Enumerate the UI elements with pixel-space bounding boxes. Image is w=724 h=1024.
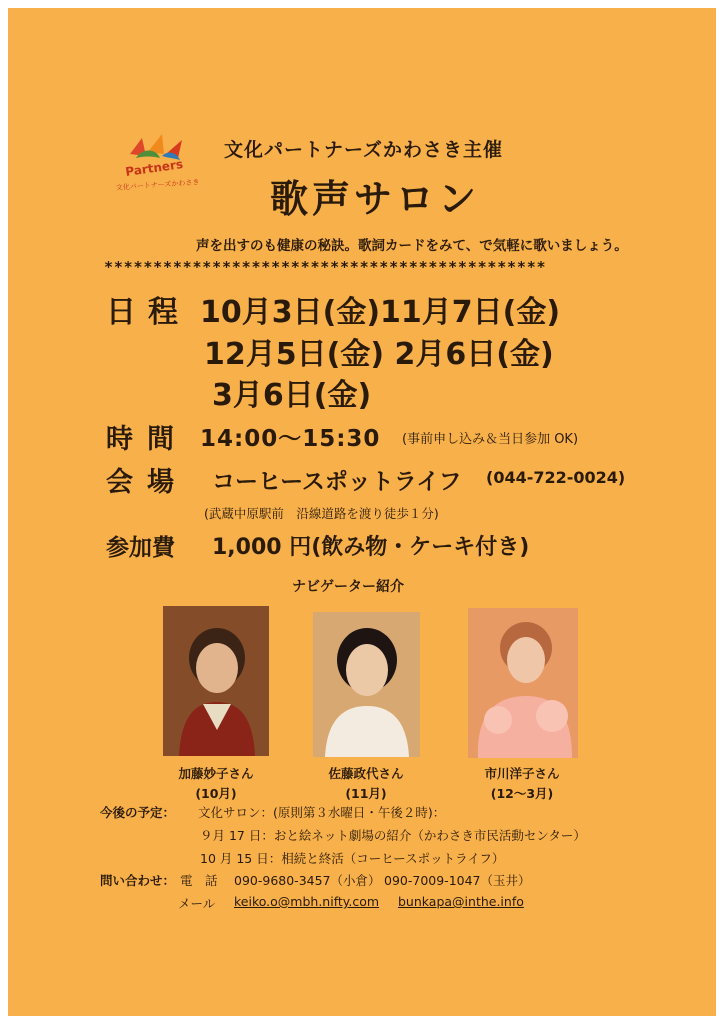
- schedule-line-3: 3月6日(金): [212, 378, 372, 413]
- future-line-2: ９月 17 日：おと絵ネット劇場の紹介（かわさき市民活動センター）: [200, 828, 586, 843]
- navigator-month-3: (12～3月): [490, 786, 554, 801]
- svg-text:Partners: Partners: [124, 157, 184, 179]
- partners-logo: [112, 126, 204, 198]
- fee-label: 参加費: [106, 535, 175, 561]
- navigator-name-1: 加藤妙子さん: [178, 766, 254, 781]
- venue-phone: (044-722-0024): [486, 468, 626, 487]
- venue-label: 会場: [106, 467, 188, 498]
- venue-name: コーヒースポットライフ: [212, 469, 462, 495]
- future-label: 今後の予定：: [100, 805, 176, 820]
- time-note: (事前申し込み＆当日参加 OK): [402, 432, 579, 447]
- venue-access: (武蔵中原駅前 沿線道路を渡り徒歩１分): [204, 506, 439, 521]
- navigator-photo-1: [163, 606, 269, 756]
- navigator-name-3: 市川洋子さん: [484, 766, 560, 781]
- contact-mail-label: メール: [178, 896, 216, 911]
- contact-mail-1[interactable]: keiko.o@mbh.nifty.com: [234, 894, 380, 909]
- contact-label: 問い合わせ：: [100, 873, 176, 888]
- star-divider: *********************************************: [104, 258, 547, 276]
- schedule-label: 日程: [106, 295, 190, 330]
- contact-phone-2: 090-7009-1047（玉井）: [384, 873, 531, 888]
- time-label: 時間: [106, 424, 188, 455]
- time-value: 14:00～15:30: [200, 426, 381, 452]
- navigator-month-1: (10月): [195, 786, 237, 801]
- navigator-month-2: (11月): [345, 786, 387, 801]
- navigator-photo-2: [313, 612, 420, 757]
- event-title: 歌声サロン: [270, 177, 481, 221]
- contact-phone-1: 090-9680-3457（小倉）: [234, 873, 381, 888]
- organizer-text: 文化パートナーズかわさき主催: [224, 139, 504, 161]
- future-line-3: 10 月 15 日：相続と終活（コーヒースポットライフ）: [200, 851, 505, 866]
- svg-text:文化パートナーズかわさき: 文化パートナーズかわさき: [115, 178, 200, 192]
- future-line-1: 文化サロン：(原則第３水曜日・午後２時)：: [198, 805, 446, 820]
- schedule-line-2: 12月5日(金) 2月6日(金): [204, 337, 554, 372]
- flyer-sheet: [8, 8, 716, 1016]
- contact-phone-label: 電 話: [180, 873, 218, 888]
- tagline: 声を出すのも健康の秘訣。歌詞カードをみて、で気軽に歌いましょう。: [196, 238, 628, 254]
- navigator-name-2: 佐藤政代さん: [328, 766, 404, 781]
- fee-value: 1,000 円(飲み物・ケーキ付き): [212, 535, 530, 560]
- contact-mail-2[interactable]: bunkapa@inthe.info: [398, 894, 524, 909]
- navigator-heading: ナビゲーター紹介: [292, 579, 404, 595]
- schedule-line-1: 10月3日(金)11月7日(金): [200, 295, 561, 330]
- navigator-photo-3: [468, 608, 578, 758]
